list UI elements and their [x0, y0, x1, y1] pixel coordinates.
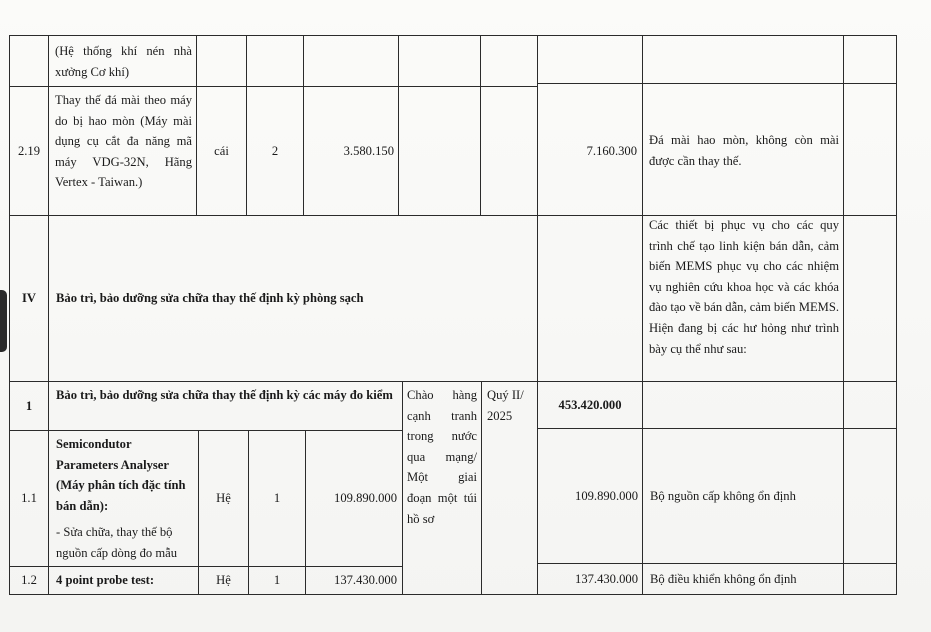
margin-stamp-mark	[915, 280, 929, 390]
total-cell: 109.890.000	[575, 488, 638, 503]
item-name-bold: Semicondutor Parameters Analyser (Máy phân tích đặc tính bán dẫn):	[56, 437, 186, 513]
table-border	[402, 381, 403, 595]
table-border	[48, 35, 49, 595]
unit-cell: Hệ	[216, 573, 231, 588]
procurement-time: Quý II/ 2025	[487, 388, 524, 423]
table-border	[480, 35, 481, 216]
section-note: Các thiết bị phục vụ cho các quy trình chế tạo linh kiện bán dẫn, cảm biến MEMS phục vụ cho các nhiệm vụ nghiên cứu khoa học và các khóa đào tạo về bán dẫn, cảm biến MEMS. Hiện đang bị các hư hỏng như trình bày cụ thể như sau:	[649, 218, 839, 356]
table-border	[642, 35, 643, 595]
table-border	[9, 381, 897, 382]
unit-cell: Hệ	[216, 491, 231, 506]
table-border	[843, 35, 844, 595]
item-description: Thay thế đá mài theo máy do bị hao mòn (Máy mài dụng cụ cắt đa năng mã máy VDG-32N, Hãng Vertex - Taiwan.)	[55, 93, 192, 190]
unit-price-cell: 3.580.150	[343, 143, 394, 158]
row-number: 1.1	[21, 491, 37, 506]
table-border	[481, 381, 482, 595]
side-tab-handle[interactable]	[0, 290, 7, 352]
unit-cell: cái	[214, 143, 229, 158]
group-total: 453.420.000	[558, 397, 622, 412]
table-border	[398, 35, 399, 216]
quantity-cell: 2	[271, 143, 279, 158]
total-cell: 137.430.000	[575, 571, 638, 586]
group-title: Bảo trì, bảo dưỡng sửa chữa thay thế định kỳ các máy đo kiểm	[56, 388, 393, 402]
section-number: IV	[22, 291, 36, 306]
item-name	[56, 434, 196, 564]
quantity-cell: 1	[273, 573, 281, 588]
item-description: (Hệ thống khí nén nhà xưởng Cơ khí)	[55, 44, 192, 79]
note-cell: Bộ nguồn cấp không ổn định	[650, 488, 796, 503]
table-border	[896, 35, 897, 595]
procurement-method: Chào hàng cạnh tranh trong nước qua mạng/ Một giai đoạn một túi hồ sơ	[407, 388, 477, 526]
item-name: 4 point probe test:	[56, 573, 155, 588]
note-cell	[649, 87, 839, 215]
item-name-detail: - Sửa chữa, thay thế bộ nguồn cấp dòng đo mẫu	[56, 525, 178, 560]
unit-price-cell: 137.430.000	[334, 573, 397, 588]
note-cell: Bộ điều khiển không ổn định	[650, 571, 797, 586]
total-cell: 7.160.300	[586, 143, 637, 158]
unit-price-cell: 109.890.000	[334, 491, 397, 506]
row-number: 1.2	[21, 573, 37, 588]
quantity-cell: 1	[273, 491, 281, 506]
note-text: Đá mài hao mòn, không còn mài được cần thay thế.	[649, 133, 839, 168]
row-number: 2.19	[17, 143, 41, 158]
group-number: 1	[25, 398, 33, 413]
section-title: Bảo trì, bảo dưỡng sửa chữa thay thế định kỳ phòng sạch	[56, 291, 364, 306]
table-border	[9, 35, 897, 36]
table-border	[9, 594, 897, 595]
